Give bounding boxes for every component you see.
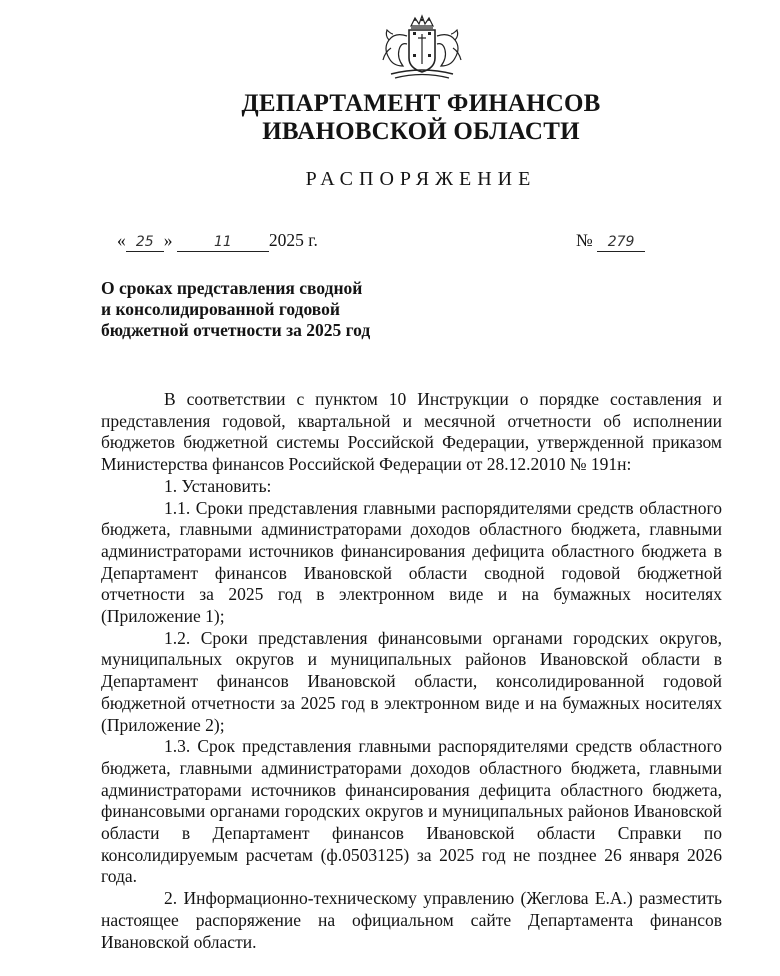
subject-line-3: бюджетной отчетности за 2025 год <box>101 320 371 340</box>
ivanovo-coat-of-arms-icon <box>375 14 469 84</box>
paragraph-item-2: 2. Информационно-техническому управлению (Жеглова Е.А.) разместить настоящее распоряжение на официальном сайте Департамента финансов Ивановской области. <box>101 888 722 952</box>
document-subject <box>101 278 431 341</box>
paragraph-preamble: В соответствии с пунктом 10 Инструкции о порядке составления и представления годовой, квартальной и месячной отчетности об исполнении бюджетов бюджетной системы Российской Федерации, утвержденной приказом Министерства финансов Российской Федерации от 28.12.2010 № 191н: <box>101 389 722 475</box>
paragraph-item-1: 1. Установить: <box>164 475 272 496</box>
date-field <box>117 230 318 252</box>
document-body <box>101 389 722 953</box>
department-title-line-1: ДЕПАРТАМЕНТ ФИНАНСОВ <box>241 90 601 117</box>
date-close-quote: » <box>163 230 173 250</box>
number-sign: № <box>576 230 593 250</box>
paragraph-item-1-2: 1.2. Сроки представления финансовыми органами городских округов, муниципальных округов и муниципальных районов Ивановской области в Департамент финансов Ивановской области, консолидированной годовой бюджетной отчетности за 2025 год в электронном виде и на бумажных носителях (Приложение 2); <box>101 627 722 735</box>
document-number: 279 <box>597 234 645 252</box>
date-open-quote: « <box>117 230 126 250</box>
number-field <box>576 230 645 252</box>
document-type-title: РАСПОРЯЖЕНИЕ <box>305 168 537 190</box>
subject-line-2: и консолидированной годовой <box>101 299 340 319</box>
paragraph-item-1-1: 1.1. Сроки представления главными распорядителями средств областного бюджета, главными администраторами доходов областного бюджета, главными администраторами источников финансирования дефицита областного бюджета в Департамент финансов Ивановской области сводной годовой бюджетной отчетности за 2025 год в электронном виде и на бумажных носителях (Приложение 1); <box>101 497 722 627</box>
date-day: 25 <box>126 234 164 252</box>
date-year: 2025 г. <box>268 230 318 250</box>
department-title-line-2: ИВАНОВСКОЙ ОБЛАСТИ <box>262 118 580 145</box>
paragraph-item-1-3: 1.3. Срок представления главными распорядителями средств областного бюджета, главными администраторами доходов областного бюджета, главными администраторами источников финансирования дефицита областного бюджета, финансовыми органами городских округов и муниципальных районов Ивановской области в Департамент финансов Ивановской области Справки по консолидируемым расчетам (ф.0503125) за 2025 год не позднее 26 января 2026 года. <box>101 736 722 887</box>
subject-line-1: О сроках представления сводной <box>101 278 363 298</box>
date-month: 11 <box>177 234 269 252</box>
